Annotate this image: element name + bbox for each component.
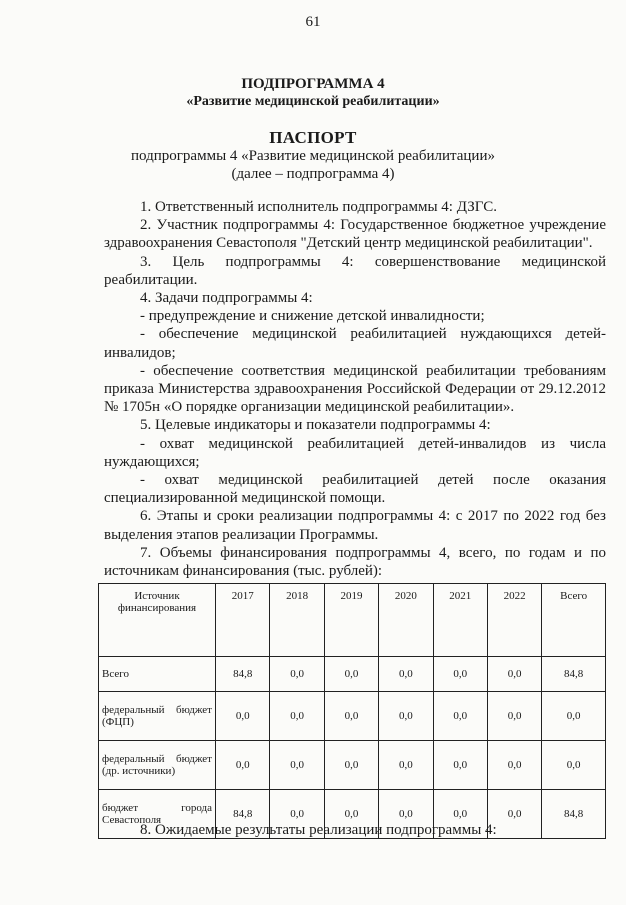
table-header-row: [99, 584, 606, 657]
passport-heading: ПАСПОРТ: [269, 128, 357, 147]
table-header-cell: 2022: [487, 584, 541, 657]
table-cell: 84,8: [216, 657, 270, 692]
table-cell: 84,8: [542, 657, 606, 692]
table-cell: 0,0: [487, 657, 541, 692]
table-cell: 0,0: [216, 741, 270, 790]
table-cell: 0,0: [433, 741, 487, 790]
table-cell: 0,0: [324, 790, 378, 839]
table-cell: 0,0: [379, 657, 433, 692]
table-cell: 0,0: [433, 692, 487, 741]
table-cell: 0,0: [379, 790, 433, 839]
table-header-cell: Источник финансирования: [99, 584, 216, 657]
source-label: федеральный бюджет (ФЦП): [102, 704, 212, 728]
source-label: бюджет города Севастополя: [102, 802, 212, 826]
table-cell: 0,0: [379, 741, 433, 790]
table-cell: 0,0: [270, 657, 324, 692]
table-cell-source: [99, 692, 216, 741]
table-header-cell: 2018: [270, 584, 324, 657]
table-header-cell: 2017: [216, 584, 270, 657]
table-cell: 84,8: [216, 790, 270, 839]
table-cell: 0,0: [487, 692, 541, 741]
item-1: 1. Ответственный исполнитель подпрограммы 4: ДЗГС.: [140, 199, 498, 215]
table-header-cell: 2021: [433, 584, 487, 657]
table-cell: 0,0: [433, 790, 487, 839]
source-label: федеральный бюджет (др. источники): [102, 753, 212, 777]
table-cell-source: [99, 741, 216, 790]
item-7: 7. Объемы финансирования подпрограммы 4, всего, по годам и по источникам финансирования (тыс. рублей):: [104, 544, 606, 580]
table-cell-source: Всего: [99, 657, 216, 692]
table-row: [99, 657, 606, 692]
table-cell: 0,0: [379, 692, 433, 741]
passport-subtitle-1: подпрограммы 4 «Развитие медицинской реабилитации»: [131, 148, 495, 164]
item-5-indicator-1: - охват медицинской реабилитацией детей-инвалидов из числа нуждающихся;: [104, 435, 606, 470]
table-cell: 0,0: [270, 790, 324, 839]
table-cell: 0,0: [487, 790, 541, 839]
table-cell: 0,0: [324, 657, 378, 692]
table-row: [99, 741, 606, 790]
table-header-cell: 2020: [379, 584, 433, 657]
item-8: 8. Ожидаемые результаты реализации подпрограммы 4:: [140, 822, 497, 838]
item-6: 6. Этапы и сроки реализации подпрограммы 4: с 2017 по 2022 год без выделения этапов реализации Программы.: [104, 508, 606, 543]
table-row: [99, 692, 606, 741]
passport-subtitle-2: (далее – подпрограмма 4): [231, 166, 395, 182]
table-cell: 0,0: [216, 692, 270, 741]
subprogram-name: «Развитие медицинской реабилитации»: [186, 94, 440, 109]
item-5-indicator-2: - охват медицинской реабилитацией детей после оказания специализированной медицинской помощи.: [104, 472, 606, 507]
passport-body: [104, 198, 606, 580]
item-4: 4. Задачи подпрограммы 4:: [140, 290, 313, 307]
table-cell: 0,0: [270, 741, 324, 790]
table-cell: 84,8: [542, 790, 606, 839]
subprogram-title: ПОДПРОГРАММА 4: [241, 76, 385, 92]
item-4-task-2: - обеспечение медицинской реабилитацией нуждающихся детей-инвалидов;: [104, 326, 606, 361]
item-5: 5. Целевые индикаторы и показатели подпрограммы 4:: [140, 417, 491, 434]
item-2: 2. Участник подпрограммы 4: Государственное бюджетное учреждение здравоохранения Севастополя "Детский центр медицинской реабилитации".: [104, 217, 606, 252]
table-cell: 0,0: [542, 692, 606, 741]
financing-table: [98, 583, 606, 839]
item-3: 3. Цель подпрограммы 4: совершенствование медицинской реабилитации.: [104, 253, 606, 288]
page-number: 61: [305, 14, 321, 30]
table-cell: 0,0: [433, 657, 487, 692]
item-4-task-1: - предупреждение и снижение детской инвалидности;: [140, 308, 485, 325]
table-cell: 0,0: [542, 741, 606, 790]
table-cell: 0,0: [270, 692, 324, 741]
table-header-cell: 2019: [324, 584, 378, 657]
table-cell: 0,0: [324, 692, 378, 741]
item-4-task-3: - обеспечение соответствия медицинской реабилитации требованиям приказа Министерства здравоохранения Российской Федерации от 29.12.2012 № 1705н «О порядке организации медицинской реабилитации».: [104, 362, 606, 416]
table-header-cell: Всего: [542, 584, 606, 657]
table-cell: 0,0: [324, 741, 378, 790]
table-cell: 0,0: [487, 741, 541, 790]
